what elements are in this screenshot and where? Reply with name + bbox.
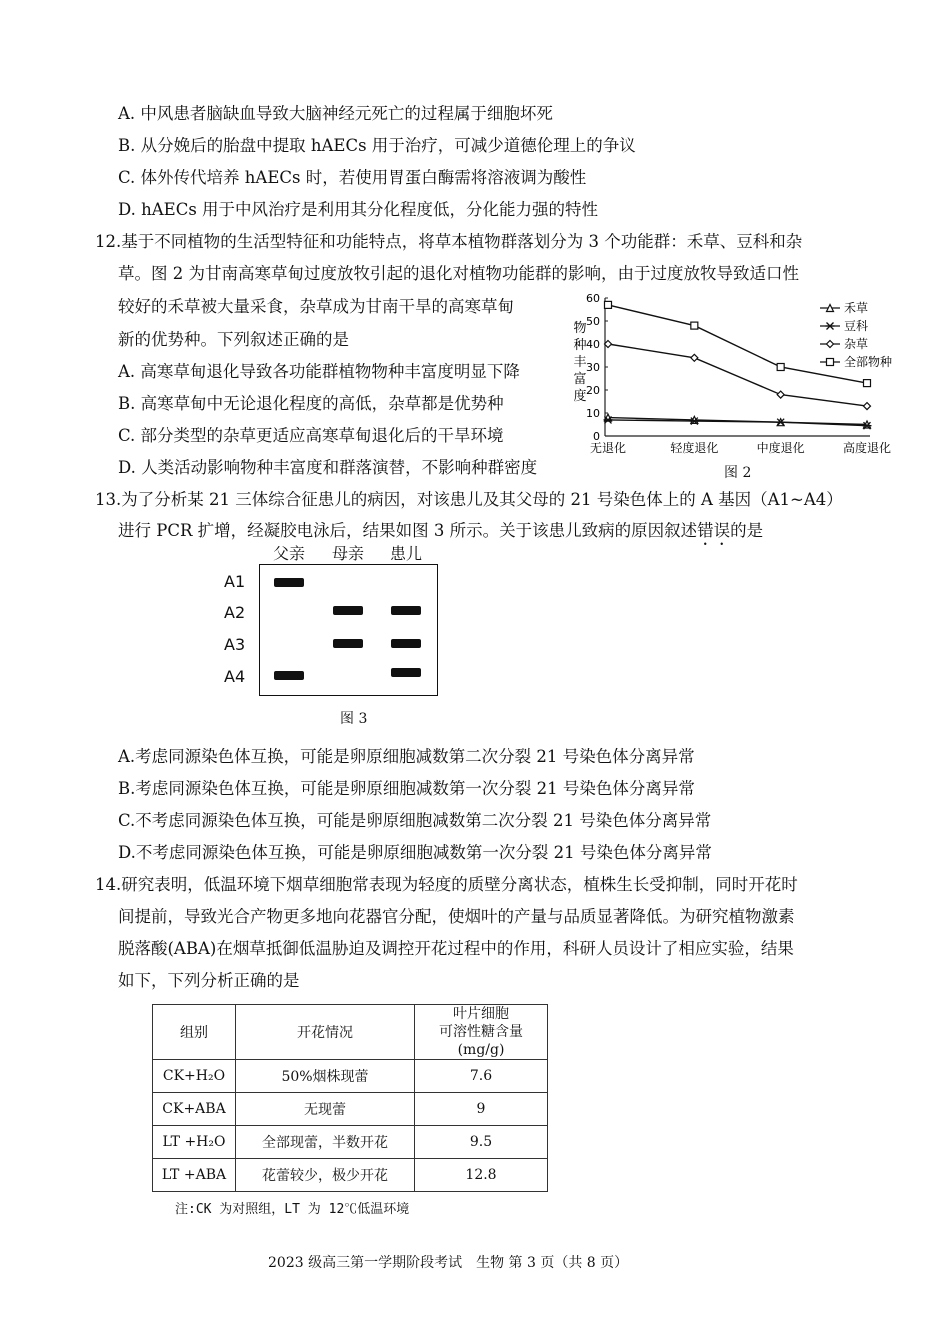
data-point	[777, 364, 784, 371]
data-point	[777, 391, 784, 398]
table-note: 注:CK 为对照组，LT 为 12℃低温环境	[175, 1202, 410, 1217]
y-tick-label: 0	[593, 430, 600, 443]
band-father-a1	[274, 578, 304, 587]
band-father-a4	[274, 671, 304, 680]
page-footer: 2023 级高三第一学期阶段考试 生物 第 3 页（共 8 页）	[268, 1255, 629, 1271]
table-cell: LT +ABA	[153, 1159, 236, 1192]
data-point	[864, 380, 871, 387]
legend-item	[820, 336, 868, 351]
q13-option-b: B.考虑同源染色体互换，可能是卵原细胞减数第一次分裂 21 号染色体分离异常	[118, 779, 695, 798]
band-mother-a2	[333, 606, 363, 615]
x-tick-label: 无退化	[589, 441, 627, 455]
q13-option-a: A.考虑同源染色体互换，可能是卵原细胞减数第二次分裂 21 号染色体分离异常	[118, 747, 695, 766]
y-tick-label: 10	[586, 407, 600, 420]
q11-option-d: D. hAECs 用于中风治疗是利用其分化程度低，分化能力强的特性	[118, 200, 599, 219]
q13-stem-2	[118, 521, 763, 549]
q13-stem-2-emph: 错误	[697, 521, 731, 540]
table-cell: 12.8	[415, 1159, 548, 1192]
q11-option-b: B. 从分娩后的胎盘中提取 hAECs 用于治疗，可减少道德伦理上的争议	[118, 136, 636, 155]
table-header-flowering: 开花情况	[236, 1005, 415, 1060]
data-point	[827, 359, 834, 366]
legend-label: 禾草	[844, 301, 869, 315]
q12-option-b: B. 高寒草甸中无论退化程度的高低，杂草都是优势种	[118, 394, 504, 413]
q13-stem-2-pre: 进行 PCR 扩增，经凝胶电泳后，结果如图 3 所示。关于该患儿致病的原因叙述	[118, 521, 698, 540]
x-tick-label: 轻度退化	[670, 441, 719, 455]
y-tick-label: 50	[586, 315, 600, 328]
y-tick-label: 40	[586, 338, 600, 351]
q12-stem-2: 草。图 2 为甘南高寒草甸过度放牧引起的退化对植物功能群的影响，由于过度放牧导致适口性	[118, 264, 799, 283]
q13-stem-1: 13.为了分析某 21 三体综合征患儿的病因，对该患儿及其父母的 21 号染色体上的 A 基因（A1~A4）	[95, 490, 843, 509]
q14-stem-1: 14.研究表明，低温环境下烟草细胞常表现为轻度的质壁分离状态，植株生长受抑制，同时开花时	[95, 875, 798, 894]
q12-stem-3: 较好的禾草被大量采食，杂草成为甘南干旱的高寒草甸	[118, 297, 514, 316]
figure-2-caption: 图 2	[724, 465, 752, 481]
gel-header-child: 患儿	[390, 544, 423, 563]
legend-item	[820, 318, 868, 333]
legend-label: 豆科	[844, 319, 869, 333]
y-tick-label: 60	[586, 292, 600, 305]
table-row	[153, 1159, 548, 1192]
x-tick-label: 高度退化	[842, 441, 892, 455]
data-point	[691, 354, 698, 361]
q12-option-c: C. 部分类型的杂草更适应高寒草甸退化后的干旱环境	[118, 426, 504, 445]
gel-electrophoresis	[259, 564, 438, 696]
y-tick-label: 20	[586, 384, 600, 397]
y-axis-label-char: 种	[573, 338, 587, 353]
legend-label: 全部物种	[844, 355, 893, 369]
y-axis-label-char: 物	[573, 321, 587, 336]
y-axis-label-char: 度	[573, 389, 587, 404]
gel-row-a4: A4	[224, 667, 246, 686]
legend-item	[820, 300, 868, 315]
y-tick-label: 30	[586, 361, 600, 374]
q14-stem-2: 间提前，导致光合产物更多地向花器官分配，使烟叶的产量与品质显著降低。为研究植物激素	[118, 907, 795, 926]
q14-stem-4: 如下，下列分析正确的是	[118, 971, 300, 990]
gel-row-a3: A3	[224, 635, 246, 654]
figure-3-caption: 图 3	[340, 711, 368, 727]
table-cell: CK+H₂O	[153, 1060, 236, 1093]
x-tick-label: 中度退化	[756, 441, 805, 455]
table-header-row	[153, 1005, 548, 1060]
table-header-group: 组别	[153, 1005, 236, 1060]
band-mother-a3	[333, 639, 363, 648]
gel-header-mother: 母亲	[332, 544, 365, 563]
legend-label: 杂草	[844, 337, 869, 351]
table-row	[153, 1060, 548, 1093]
gel-row-a1: A1	[224, 572, 246, 591]
legend-item	[820, 354, 892, 369]
data-point	[605, 301, 612, 308]
table-cell: 花蕾较少，极少开花	[236, 1159, 415, 1192]
data-point	[827, 341, 834, 348]
y-axis-label-char: 丰	[573, 355, 587, 370]
y-axis-label-char: 富	[573, 372, 587, 387]
data-point	[864, 403, 871, 410]
q13-stem-2-post: 的是	[730, 521, 764, 540]
q11-option-a: A. 中风患者脑缺血导致大脑神经元死亡的过程属于细胞坏死	[118, 104, 553, 123]
q12-option-d: D. 人类活动影响物种丰富度和群落演替，不影响种群密度	[118, 458, 538, 477]
band-child-a3	[391, 639, 421, 648]
table-cell: 7.6	[415, 1060, 548, 1093]
gel-header-father: 父亲	[273, 544, 306, 563]
table-cell: 全部现蕾，半数开花	[236, 1126, 415, 1159]
band-child-a4	[391, 668, 421, 677]
q14-stem-3: 脱落酸(ABA)在烟草抵御低温胁迫及调控开花过程中的作用，科研人员设计了相应实验，结果	[118, 939, 794, 958]
table-row	[153, 1126, 548, 1159]
series-line	[608, 344, 867, 406]
data-point	[826, 323, 835, 330]
q14-data-table	[152, 1004, 548, 1192]
q13-option-d: D.不考虑同源染色体互换，可能是卵原细胞减数第一次分裂 21 号染色体分离异常	[118, 843, 712, 862]
band-child-a2	[391, 606, 421, 615]
q12-option-a: A. 高寒草甸退化导致各功能群植物物种丰富度明显下降	[118, 362, 520, 381]
table-cell: LT +H₂O	[153, 1126, 236, 1159]
table-header-sugar	[415, 1005, 548, 1060]
q12-stem-4: 新的优势种。下列叙述正确的是	[118, 330, 349, 349]
q12-stem-1: 12.基于不同植物的生活型特征和功能特点，将草本植物群落划分为 3 个功能群：禾草、豆科和杂	[95, 232, 803, 251]
table-cell: 9.5	[415, 1126, 548, 1159]
table-header-sugar-1: 叶片细胞	[453, 1006, 509, 1022]
table-cell: CK+ABA	[153, 1093, 236, 1126]
table-cell: 9	[415, 1093, 548, 1126]
table-cell: 50%烟株现蕾	[236, 1060, 415, 1093]
data-point	[691, 322, 698, 329]
table-cell: 无现蕾	[236, 1093, 415, 1126]
q13-option-c: C.不考虑同源染色体互换，可能是卵原细胞减数第二次分裂 21 号染色体分离异常	[118, 811, 712, 830]
table-header-sugar-2: 可溶性糖含量(mg/g)	[439, 1024, 523, 1058]
table-row	[153, 1093, 548, 1126]
figure-2-chart	[565, 288, 905, 460]
gel-row-a2: A2	[224, 603, 246, 622]
q11-option-c: C. 体外传代培养 hAECs 时，若使用胃蛋白酶需将溶液调为酸性	[118, 168, 587, 187]
